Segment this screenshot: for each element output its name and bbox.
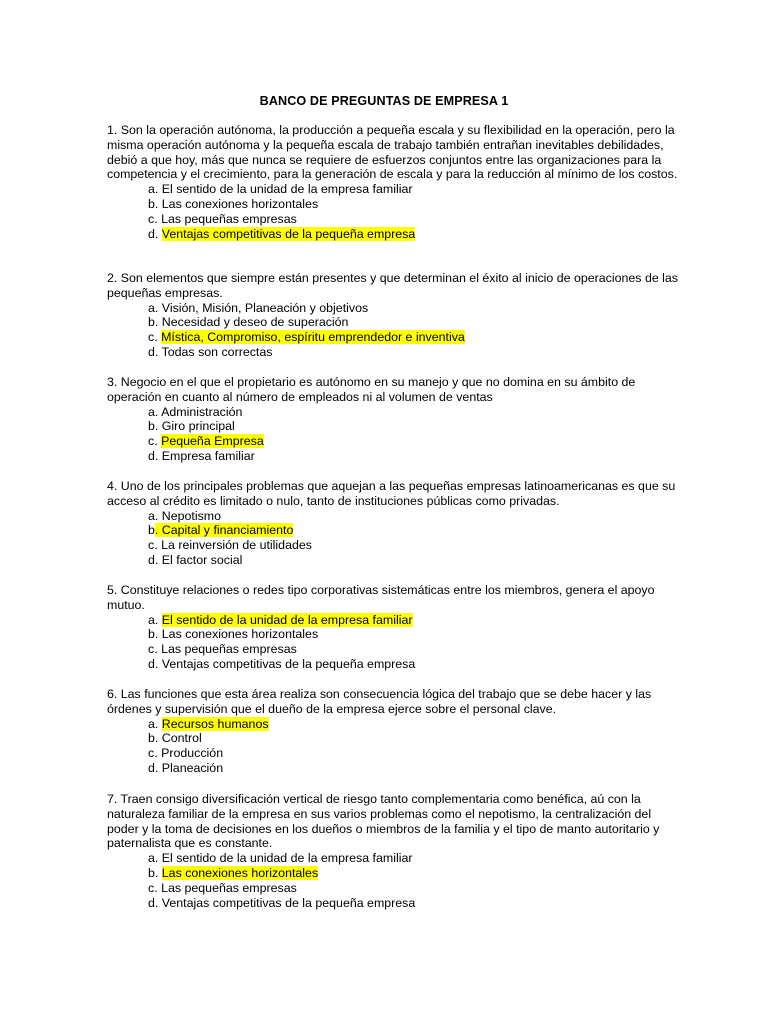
answer-option-d [148, 657, 679, 672]
option-letter: b. [148, 731, 162, 746]
option-letter: a. [148, 716, 162, 731]
option-text: El sentido de la unidad de la empresa familiar [161, 182, 413, 197]
answer-option-a [148, 301, 679, 316]
option-letter: c. [148, 642, 162, 657]
answer-option-a [148, 613, 679, 628]
question-1 [107, 123, 679, 241]
answer-option-c [148, 212, 679, 227]
option-letter: d. [148, 656, 162, 671]
option-letter: b. [148, 315, 162, 330]
option-letter: d. [148, 895, 162, 910]
document-title: BANCO DE PREGUNTAS DE EMPRESA 1 [259, 94, 509, 108]
highlighted-answer: Ventajas competitivas de la pequeña empresa [161, 226, 416, 241]
option-letter: d. [148, 448, 162, 463]
option-letter: c. [148, 330, 162, 345]
option-text: Producción [161, 746, 224, 761]
question-text: 6. Las funciones que esta área realiza son consecuencia lógica del trabajo que se debe hacer y las órdenes y supervisión que el dueño de la empresa ejerce sobre el personal clave. [107, 687, 652, 716]
option-text: Visión, Misión, Planeación y objetivos [161, 300, 369, 315]
question-3 [107, 375, 679, 464]
highlighted-answer: Mística, Compromiso, espíritu emprendedor e inventiva [161, 330, 465, 345]
answer-option-c [148, 746, 679, 761]
answer-option-b [148, 627, 679, 642]
answer-option-b [148, 866, 679, 881]
answer-option-c [148, 642, 679, 657]
highlighted-answer: Pequeña Empresa [161, 434, 264, 449]
question-4 [107, 479, 679, 568]
option-text: Las pequeñas empresas [161, 211, 297, 226]
answer-option-a [148, 717, 679, 732]
answer-option-d [148, 227, 679, 242]
option-letter: a. [148, 851, 162, 866]
option-text: La reinversión de utilidades [161, 538, 312, 553]
answer-option-c [148, 881, 679, 896]
option-letter: b. [148, 196, 162, 211]
option-letter: c. [148, 746, 162, 761]
answer-option-a [148, 182, 679, 197]
answer-option-a [148, 405, 679, 420]
question-text: 7. Traen consigo diversificación vertical de riesgo tanto complementaria como benéfica, aú con la naturaleza familiar de la empresa en sus varios problemas como el nepotismo, la centralización del poder y la toma de decisiones en los dueños o miembros de la familia y el tipo de manto autoritario y paternalista que es constante. [107, 792, 660, 851]
option-letter: d. [148, 344, 162, 359]
question-6 [107, 687, 679, 776]
answer-option-b [148, 315, 679, 330]
option-text: Necesidad y deseo de superación [161, 315, 349, 330]
option-letter: c. [148, 538, 162, 553]
option-letter: a. [148, 404, 162, 419]
option-text: Las pequeñas empresas [161, 880, 297, 895]
option-letter: a. [148, 182, 162, 197]
option-text: Todas son correctas [161, 344, 273, 359]
option-text: Las conexiones horizontales [161, 196, 319, 211]
highlighted-answer: Recursos humanos [161, 716, 269, 731]
answer-option-d [148, 896, 679, 911]
option-letter: b [148, 523, 155, 538]
option-text: El factor social [161, 552, 243, 567]
answer-option-c [148, 538, 679, 553]
option-text: Planeación [161, 760, 224, 775]
option-letter: b. [148, 865, 162, 880]
answer-option-b [148, 523, 679, 538]
question-5 [107, 583, 679, 672]
option-letter: a. [148, 508, 162, 523]
answer-option-b [148, 197, 679, 212]
option-text: Giro principal [161, 419, 235, 434]
question-text: 5. Constituye relaciones o redes tipo corporativas sistemáticas entre los miembros, genera el apoyo mutuo. [107, 583, 655, 612]
answer-option-d [148, 553, 679, 568]
option-text: Las pequeñas empresas [161, 642, 297, 657]
answer-option-c [148, 434, 679, 449]
question-text: 3. Negocio en el que el propietario es autónomo en su manejo y que no domina en su ámbito de operación en cuanto al número de empleados ni al volumen de ventas [107, 375, 636, 404]
option-letter: b. [148, 419, 162, 434]
answer-option-a [148, 509, 679, 524]
answer-option-a [148, 851, 679, 866]
answer-option-c [148, 330, 679, 345]
option-text: Administración [161, 404, 243, 419]
question-text: 1. Son la operación autónoma, la producción a pequeña escala y su flexibilidad en la operación, pero la misma operación autónoma y la pequeña escala de trabajo también entrañan inevitables debilidades, debió a que hoy, más que nunca se requiere de esfuerzos conjuntos entre las organizaciones para la competencia y el crecimiento, para la generación de escala y para la reducción al mínimo de los costos. [107, 123, 678, 182]
highlighted-answer: Las conexiones horizontales [161, 865, 319, 880]
option-letter: c. [148, 211, 162, 226]
highlighted-answer: . Capital y financiamiento [154, 523, 294, 538]
option-text: Ventajas competitivas de la pequeña empresa [161, 895, 416, 910]
option-text: Empresa familiar [161, 448, 255, 463]
option-text: Ventajas competitivas de la pequeña empresa [161, 656, 416, 671]
option-text: Control [161, 731, 202, 746]
option-text: Nepotismo [161, 508, 222, 523]
option-letter: a. [148, 300, 162, 315]
option-letter: c. [148, 880, 162, 895]
option-letter: d. [148, 760, 162, 775]
option-text: El sentido de la unidad de la empresa familiar [161, 851, 413, 866]
option-letter: d. [148, 552, 162, 567]
option-letter: d. [148, 226, 162, 241]
option-letter: a. [148, 612, 162, 627]
highlighted-answer: El sentido de la unidad de la empresa familiar [161, 612, 413, 627]
answer-option-d [148, 345, 679, 360]
question-text: 2. Son elementos que siempre están presentes y que determinan el éxito al inicio de operaciones de las pequeñas empresas. [107, 271, 679, 300]
option-letter: b. [148, 627, 162, 642]
question-2 [107, 271, 679, 360]
answer-option-b [148, 731, 679, 746]
question-text: 4. Uno de los principales problemas que aquejan a las pequeñas empresas latinoamericanas es que su acceso al crédito es limitado o nulo, tanto de instituciones públicas como privadas. [107, 479, 676, 508]
answer-option-b [148, 419, 679, 434]
question-7 [107, 792, 679, 910]
option-letter: c. [148, 434, 162, 449]
answer-option-d [148, 761, 679, 776]
answer-option-d [148, 449, 679, 464]
option-text: Las conexiones horizontales [161, 627, 319, 642]
